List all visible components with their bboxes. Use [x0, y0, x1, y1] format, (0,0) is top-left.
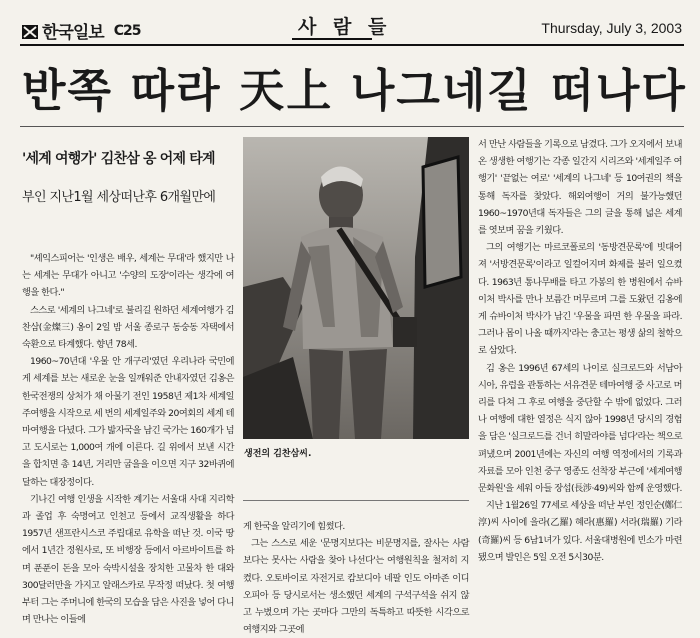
paragraph: 그의 여행기는 마르코폴로의 '동방견문록'에 빗대어져 '서방견문록'이라고 일컬어지며 화제를 불러 일으켰다. 1963년 통나무배를 타고 가봉의 한 병원에서 슈바이처 박사를 만나 보름간 머무르며 그를 도왔던 김옹에게 슈바이처 박사가 남긴 '우물을 파면 한 우물을 파라. 그러나 몹이 나올 때까지'라는 충고는 평생 삶의 철학으로 삼았다.: [478, 242, 682, 357]
article-column-3: [478, 136, 682, 566]
subheadline-primary: '세계 여행가' 김찬삼 옹 어제 타계: [22, 151, 215, 167]
brand-name: 한국일보: [42, 23, 104, 43]
dateline: Thursday, July 3, 2003: [541, 20, 682, 36]
paragraph: 1960~70년대 '우물 안 개구리'였던 우리나라 국민에게 세계를 보는 새로운 눈을 일깨워준 안내자였던 김옹은 한국전쟁의 상처가 채 아물기 전인 1958년 제1차 세계일주여행을 시작으로 세 번의 세계일주와 20여회의 세계 테마여행을 다녔다. 그가 밟자국을 남긴 국가는 160개가 넘고 도시로는 1,000여 개에 이른다. 길 위에서 보낸 시간을 합치면 총 14년, 거리만 굽을을 이으면 지구 32바퀴에 달하는 대장정이다.: [22, 356, 234, 488]
masthead: [0, 0, 700, 46]
paragraph: 김 옹은 1996년 67세의 나이로 실크로드와 서남아시아, 유럽을 관통하는 서유견문 테마여행 중 사고로 머리를 다쳐 그 후로 여행을 중단할 수 밖에 없었다. 그러나 여행에 대한 열정은 식지 않아 1998년 당시의 경험을 담은 '실크로드를 건너 히말라야를 넘다'라는 책으로 펴냈으며 2001년에는 자신의 여행 역정에서의 기록과 자료를 모아 인천 중구 영종도 선착장 부근에 '세계여행문화원'을 세워 아들 장섭(長涉·49)씨와 함께 운영했다.: [478, 362, 682, 495]
masthead-rule: [20, 44, 684, 46]
paragraph: 서 만난 사람들을 기록으로 남겼다. 그가 오지에서 보내온 생생한 여행기는 각종 일간지 시리즈와 '세계일주 여행기' '끝없는 여로' '세계의 나그네' 등 10여권의 책을 통해 독자를 찾았다. 해외여행이 거의 불가능했던 1960~1970년대 독자들은 그의 글을 통해 넓은 세계를 엿보며 꿈을 키웠다.: [478, 139, 682, 237]
photo-caption: 생전의 김찬삼씨.: [244, 449, 312, 459]
paragraph: 지난 1월26일 77세로 세상을 떠난 부인 정인순(鄭仁淳)씨 사이에 을라(乙羅) 혜라(惠羅) 서라(瑞羅) 기라(奇羅)씨 등 6남1녀가 있다. 서울대병원에 빈소가 마련됐으며 발인은 5일 오전 5시30분.: [478, 500, 682, 563]
newspaper-brand: [22, 18, 140, 43]
section-title: 사 람 들: [298, 16, 392, 38]
caption-rule: [243, 500, 469, 501]
paragraph: 스스로 '세계의 나그네'로 불리길 원하던 세계여행가 김찬삼(金燦三) 옹이 2일 밤 서울 종로구 동숭동 자택에서 숙환으로 타계했다. 향년 78세.: [22, 304, 234, 351]
headline: 반쪽 따라 天上 나그네길 떠나다: [22, 64, 687, 117]
subheadline-secondary: 부인 지난1월 세상떠난후 6개월만에: [22, 190, 216, 205]
paragraph: 게 한국을 알리기에 힘썼다.: [243, 521, 345, 532]
paragraph: "셰익스피어는 '인생은 배우, 세계는 무대'라 했지만 나는 세계는 무대가 아니고 '수양의 도장'이라는 생각에 여행을 한다.": [22, 253, 234, 299]
portrait-photo: [243, 137, 469, 439]
article-column-2: [243, 518, 469, 638]
photo-illustration: [243, 137, 469, 439]
page-number: C25: [113, 22, 141, 39]
paragraph: 기나긴 여행 인생을 시작한 계기는 서울대 사대 지리학과 졸업 후 숙명여고 인천고 등에서 교직생활을 하다 1957년 샌프란시스코 주립대로 유학을 떠난 것. 이국 땅에서 1년간 정원사로, 또 비행장 등에서 아르바이트를 하며 푼푼이 돈을 모아 숙박시설을 장치한 고물차 한 대와 300달러만을 가지고 알래스카로 무작정 떠났다. 첫 여행부터 그는 주머니에 한국의 모습을 담은 사진을 넣어 다니며 만나는 이들에: [22, 493, 234, 626]
paragraph: 그는 스스로 세운 '문명지보다는 비문명지를, 잘사는 사람보다는 못사는 사람을 찾아 나선다'는 여행원칙을 철저히 지켰다. 오토바이로 자전거로 캄보디아 네팔 인도 아마존 이디오피아 등 당시로서는 생소했던 세계의 구석구석을 쉬지 않고 누볐으며 가는 곳마다 그만의 독특하고 따뜻한 시각으로 여행지와 그곳에: [243, 538, 469, 636]
section-underline: [292, 38, 372, 40]
headline-rule: [20, 126, 684, 127]
brand-logo-icon: [22, 24, 38, 38]
article-column-1: [22, 250, 234, 628]
